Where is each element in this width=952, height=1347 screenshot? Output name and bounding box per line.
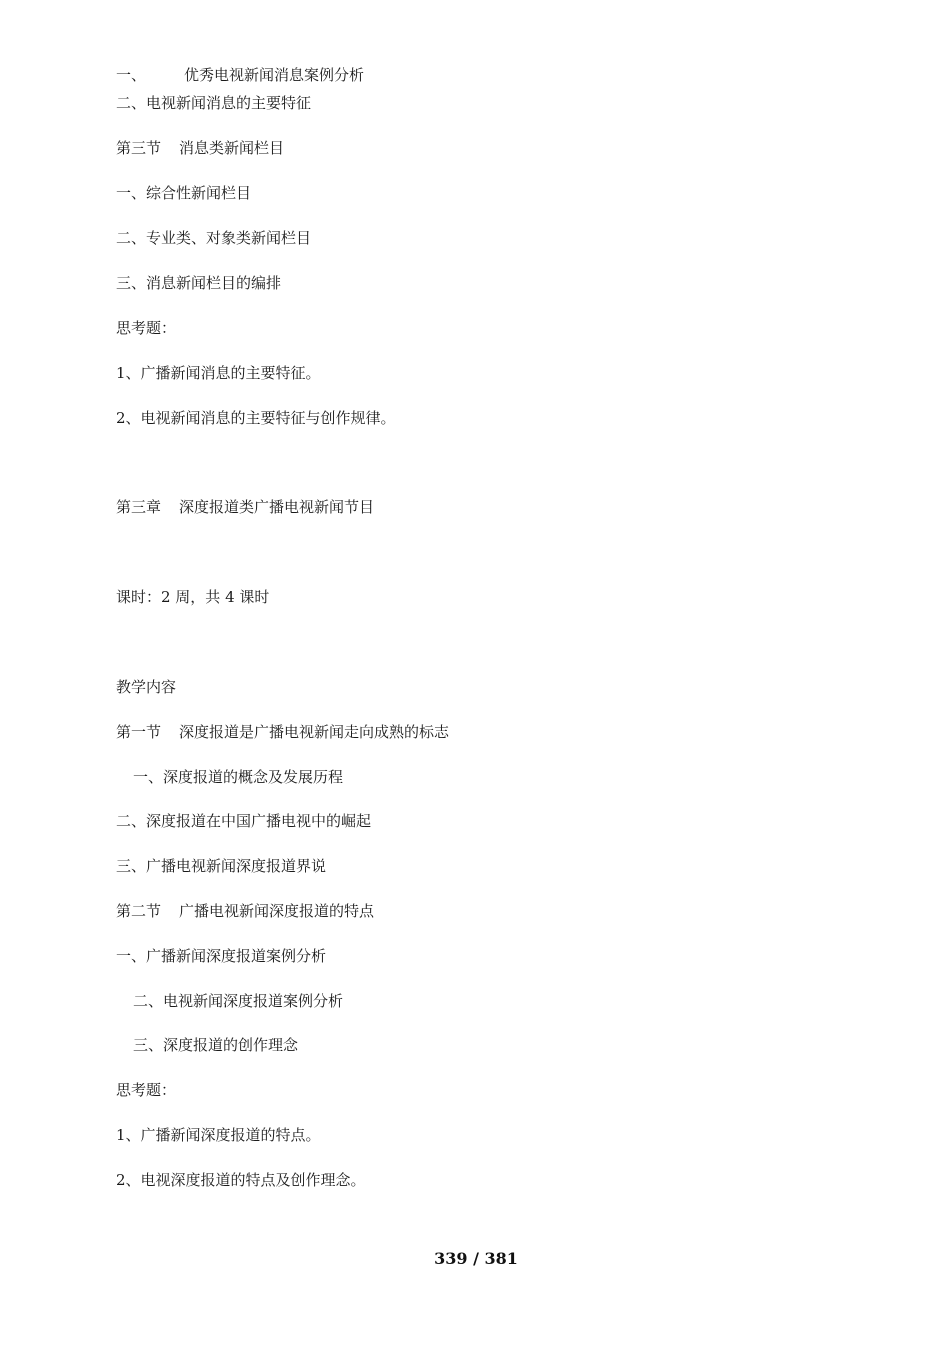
line-text: 课时：2 周，共 4 课时 — [116, 588, 270, 606]
list-item — [133, 1035, 298, 1055]
line-text: 三、广播电视新闻深度报道界说 — [116, 857, 327, 875]
line-text: 思考题： — [116, 1081, 177, 1099]
section-heading — [116, 138, 284, 158]
page-number: 339 / 381 — [434, 1249, 518, 1268]
line-text: 教学内容 — [116, 678, 177, 696]
list-marker: 一、 — [116, 66, 147, 84]
line-text: 1、广播新闻消息的主要特征。 — [116, 364, 321, 382]
line-text: 三、消息新闻栏目的编排 — [116, 274, 282, 292]
class-hours — [116, 587, 269, 607]
questions-heading — [116, 1080, 176, 1100]
list-item — [116, 93, 311, 113]
line-text: 二、深度报道在中国广播电视中的崛起 — [116, 812, 372, 830]
line-text: 一、深度报道的概念及发展历程 — [133, 768, 344, 786]
line-text: 优秀电视新闻消息案例分析 — [184, 66, 365, 84]
line-text: 一、广播新闻深度报道案例分析 — [116, 947, 327, 965]
section-heading — [116, 722, 449, 742]
content-heading — [116, 677, 176, 697]
line-text: 三、深度报道的创作理念 — [133, 1036, 299, 1054]
section-label: 第三节 — [116, 139, 162, 157]
list-item — [116, 856, 326, 876]
list-item — [116, 183, 251, 203]
line-text: 2、电视新闻消息的主要特征与创作规律。 — [116, 409, 396, 427]
chapter-label: 第三章 — [116, 498, 162, 516]
line-text: 二、专业类、对象类新闻栏目 — [116, 229, 312, 247]
question-item — [116, 363, 321, 383]
line-text: 广播电视新闻深度报道的特点 — [179, 902, 375, 920]
question-item — [116, 1170, 366, 1190]
list-item — [116, 273, 281, 293]
list-item — [116, 228, 311, 248]
section-label: 第一节 — [116, 723, 162, 741]
line-text: 深度报道是广播电视新闻走向成熟的标志 — [179, 723, 450, 741]
list-item — [116, 65, 364, 85]
line-text: 1、广播新闻深度报道的特点。 — [116, 1126, 321, 1144]
section-heading — [116, 901, 374, 921]
line-text: 思考题： — [116, 319, 177, 337]
line-text: 消息类新闻栏目 — [179, 139, 285, 157]
line-text: 深度报道类广播电视新闻节目 — [179, 498, 375, 516]
question-item — [116, 1125, 321, 1145]
line-text: 二、电视新闻深度报道案例分析 — [133, 992, 344, 1010]
question-item — [116, 408, 396, 428]
list-item — [116, 946, 326, 966]
list-item — [133, 991, 343, 1011]
line-text: 2、电视深度报道的特点及创作理念。 — [116, 1171, 366, 1189]
list-item — [133, 767, 343, 787]
questions-heading — [116, 318, 176, 338]
line-text: 二、电视新闻消息的主要特征 — [116, 94, 312, 112]
line-text: 一、综合性新闻栏目 — [116, 184, 252, 202]
chapter-heading — [116, 497, 374, 517]
list-item — [116, 811, 371, 831]
section-label: 第二节 — [116, 902, 162, 920]
